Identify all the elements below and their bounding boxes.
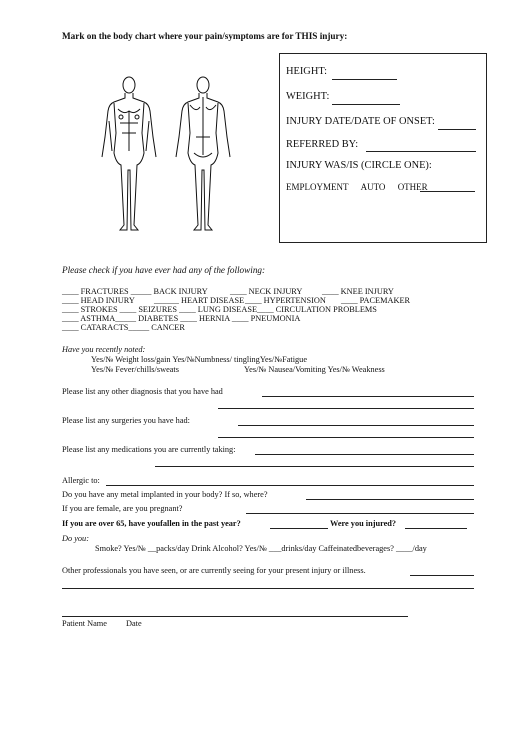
allergic-field[interactable] (106, 485, 474, 486)
height-field[interactable] (332, 79, 397, 80)
recent-symptoms-line-2a[interactable]: Yes/№ Fever/chills/sweats (91, 365, 179, 374)
condition-row: ____ NECK INJURY (230, 287, 303, 296)
surgeries-question: Please list any surgeries you have had: (62, 416, 190, 425)
fallen-question: If you are over 65, have youfallen in the past year? (62, 519, 241, 528)
pregnant-field[interactable] (246, 513, 474, 514)
option-employment[interactable]: EMPLOYMENT (286, 182, 349, 192)
condition-circulation-problems[interactable]: CIRCULATION PROBLEMS (275, 305, 377, 314)
option-other[interactable]: OTHER (397, 182, 428, 192)
weight-field[interactable] (332, 104, 400, 105)
condition-lung-disease[interactable]: LUNG DISEASE (197, 305, 258, 314)
patient-name-label: Patient Name (62, 619, 107, 628)
condition-hypertension[interactable]: HYPERTENSION (263, 296, 326, 305)
diagnosis-question: Please list any other diagnosis that you have had (62, 387, 223, 396)
allergic-question: Allergic to: (62, 476, 100, 485)
medications-question: Please list any medications you are currently taking: (62, 445, 236, 454)
date-label: Date (126, 619, 142, 628)
condition-knee-injury[interactable]: KNEE INJURY (340, 287, 394, 296)
condition-row: ____ HYPERTENSION (245, 296, 326, 305)
recent-prompt: Have you recently noted: (62, 345, 146, 354)
injury-date-field[interactable] (438, 129, 476, 130)
condition-cataracts[interactable]: CATARACTS (80, 323, 129, 332)
surgeries-field[interactable] (238, 425, 474, 426)
other-field[interactable] (420, 191, 475, 192)
condition-pneumonia[interactable]: PNEUMONIA (250, 314, 301, 323)
recent-symptoms-line-2b[interactable]: Yes/№ Nausea/Vomiting Yes/№ Weakness (244, 365, 385, 374)
habits-line[interactable]: Smoke? Yes/№ __packs/day Drink Alcohol? Yes/№ ___drinks/day Caffeinatedbeverages? ____/day (95, 544, 427, 553)
option-auto[interactable]: AUTO (360, 182, 386, 192)
condition-cancer[interactable]: CANCER (151, 323, 185, 332)
weight-label: WEIGHT: (286, 91, 330, 102)
condition-row: ____ HEAD INJURY (62, 296, 135, 305)
referred-by-field[interactable] (366, 151, 476, 152)
recent-symptoms-line-1[interactable]: Yes/№ Weight loss/gain Yes/№Numbness/ tinglingYes/№Fatigue (91, 355, 308, 364)
condition-asthma[interactable]: ASTHMA (80, 314, 116, 323)
condition-diabetes[interactable]: DIABETES (138, 314, 179, 323)
diagnosis-field[interactable] (262, 396, 474, 397)
body-chart-instruction: Mark on the body chart where your pain/symptoms are for THIS injury: (62, 31, 348, 41)
condition-row: ____ CATARACTS_____ CANCER (62, 323, 185, 332)
condition-pacemaker[interactable]: PACEMAKER (359, 296, 411, 305)
pregnant-question: If you are female, are you pregnant? (62, 504, 183, 513)
medications-field-2[interactable] (155, 466, 474, 467)
condition-fractures[interactable]: FRACTURES (80, 287, 129, 296)
injured-question: Were you injured? (330, 519, 397, 528)
other-professionals-question: Other professionals you have seen, or are currently seeing for your present injury or illness. (62, 566, 366, 575)
condition-strokes[interactable]: STROKES (80, 305, 118, 314)
diagnosis-field-2[interactable] (218, 408, 474, 409)
condition-row: ____ KNEE INJURY (322, 287, 394, 296)
do-you-label: Do you: (62, 534, 89, 543)
history-prompt: Please check if you have ever had any of the following: (62, 265, 266, 275)
condition-row: ____ FRACTURES _____ BACK INJURY (62, 287, 208, 296)
condition-heart-disease[interactable]: HEART DISEASE (180, 296, 245, 305)
body-chart-front[interactable] (96, 75, 162, 233)
condition-neck-injury[interactable]: NECK INJURY (248, 287, 303, 296)
fallen-field[interactable] (270, 528, 328, 529)
other-professionals-field-2[interactable] (62, 588, 474, 589)
body-chart-back[interactable] (170, 75, 236, 233)
height-label: HEIGHT: (286, 66, 328, 77)
signature-line[interactable] (62, 616, 408, 617)
other-professionals-field[interactable] (410, 575, 474, 576)
condition-back-injury[interactable]: BACK INJURY (153, 287, 208, 296)
medications-field[interactable] (255, 454, 474, 455)
condition-row: ____ ASTHMA_____ DIABETES ____ HERNIA ____ PNEUMONIA (62, 314, 301, 323)
condition-seizures[interactable]: SEIZURES (138, 305, 178, 314)
implant-field[interactable] (306, 499, 474, 500)
injured-field[interactable] (405, 528, 467, 529)
implant-question: Do you have any metal implanted in your body? If so, where? (62, 490, 268, 499)
condition-hernia[interactable]: HERNIA (198, 314, 230, 323)
surgeries-field-2[interactable] (218, 437, 474, 438)
referred-by-label: REFERRED BY: (286, 139, 359, 150)
condition-row: ____ STROKES ____ SEIZURES ____ LUNG DISEASE____ CIRCULATION PROBLEMS (62, 305, 377, 314)
injury-info-box (279, 53, 487, 243)
condition-row: ______ HEART DISEASE (154, 296, 245, 305)
injury-was-label: INJURY WAS/IS (CIRCLE ONE): (286, 160, 432, 171)
condition-head-injury[interactable]: HEAD INJURY (80, 296, 135, 305)
injury-date-label: INJURY DATE/DATE OF ONSET: (286, 116, 435, 127)
condition-row: ____ PACEMAKER (341, 296, 411, 305)
